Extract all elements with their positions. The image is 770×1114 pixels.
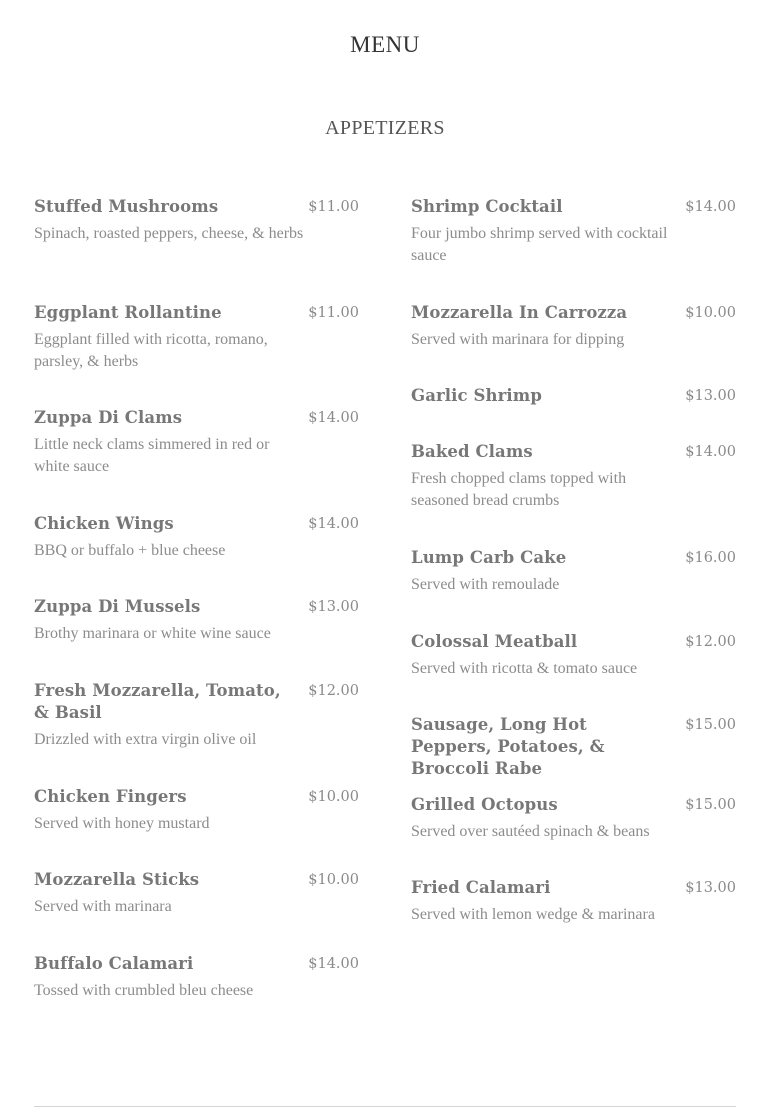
menu-item-name: Zuppa Di Clams xyxy=(34,408,183,427)
menu-item-price: $10.00 xyxy=(308,872,359,888)
menu-item-description: Fresh chopped clams topped with seasoned bread crumbs xyxy=(411,470,627,509)
menu-item-price: $15.00 xyxy=(685,717,736,733)
menu-item xyxy=(34,513,359,596)
menu-item-price: $14.00 xyxy=(685,444,736,460)
menu-item-name: Lump Carb Cake xyxy=(411,548,567,567)
menu-item-name: Shrimp Cocktail xyxy=(411,197,563,216)
menu-item-description: Spinach, roasted peppers, cheese, & herbs xyxy=(34,225,304,242)
menu-item xyxy=(411,794,736,877)
menu-item-description: Little neck clams simmered in red or white sauce xyxy=(34,436,270,475)
menu-item xyxy=(411,877,736,937)
menu-item-description: Served with lemon wedge & marinara xyxy=(411,906,655,923)
menu-item-name: Eggplant Rollantine xyxy=(34,303,222,322)
menu-item-name: Zuppa Di Mussels xyxy=(34,597,201,616)
menu-item-name: Grilled Octopus xyxy=(411,795,558,814)
menu-item xyxy=(411,441,736,547)
menu-item-name: Fried Calamari xyxy=(411,878,551,897)
menu-item-description: Served with marinara xyxy=(34,898,172,915)
menu-item xyxy=(411,385,736,441)
menu-item-description: Brothy marinara or white wine sauce xyxy=(34,625,271,642)
menu-item xyxy=(34,596,359,680)
menu-item-name: Mozzarella In Carrozza xyxy=(411,303,628,322)
left-menu-column xyxy=(34,196,359,1013)
menu-item-name: Stuffed Mushrooms xyxy=(34,197,219,216)
menu-item xyxy=(411,714,736,794)
menu-item xyxy=(34,302,359,407)
page-title: MENU xyxy=(350,32,420,57)
menu-item-description: Eggplant filled with ricotta, romano, parsley, & herbs xyxy=(34,331,268,370)
menu-item-price: $14.00 xyxy=(685,199,736,215)
menu-item xyxy=(411,196,736,302)
footer-divider xyxy=(34,1106,736,1107)
menu-item xyxy=(34,869,359,953)
menu-item-description: Drizzled with extra virgin olive oil xyxy=(34,731,257,748)
menu-item-price: $14.00 xyxy=(308,516,359,532)
menu-item-price: $16.00 xyxy=(685,550,736,566)
menu-item-description: Served with marinara for dipping xyxy=(411,331,625,348)
menu-item-description: Four jumbo shrimp served with cocktail sauce xyxy=(411,225,668,264)
menu-item-price: $10.00 xyxy=(685,305,736,321)
menu-item-name: Chicken Fingers xyxy=(34,787,187,806)
right-menu-column xyxy=(411,196,736,937)
menu-item-price: $14.00 xyxy=(308,410,359,426)
menu-item-description: BBQ or buffalo + blue cheese xyxy=(34,542,226,559)
menu-item-description: Served with honey mustard xyxy=(34,815,210,832)
menu-item xyxy=(411,547,736,631)
menu-item-description: Served with remoulade xyxy=(411,576,560,593)
menu-item xyxy=(411,302,736,385)
menu-item-price: $15.00 xyxy=(685,797,736,813)
menu-item xyxy=(34,953,359,1013)
section-title-appetizers: APPETIZERS xyxy=(325,117,445,139)
menu-item-price: $13.00 xyxy=(685,388,736,404)
menu-item xyxy=(34,680,359,786)
menu-item-price: $12.00 xyxy=(308,683,359,699)
menu-item-description: Tossed with crumbled bleu cheese xyxy=(34,982,254,999)
menu-item-name: Buffalo Calamari xyxy=(34,954,194,973)
menu-item-name: Baked Clams xyxy=(411,442,533,461)
menu-item-description: Served over sautéed spinach & beans xyxy=(411,823,650,840)
menu-item-price: $11.00 xyxy=(308,305,359,321)
menu-item-name: Chicken Wings xyxy=(34,514,174,533)
menu-item-name: Colossal Meatball xyxy=(411,632,578,651)
menu-item-price: $11.00 xyxy=(308,199,359,215)
menu-item xyxy=(34,786,359,869)
menu-item-name: Mozzarella Sticks xyxy=(34,870,200,889)
menu-item-description: Served with ricotta & tomato sauce xyxy=(411,660,638,677)
menu-item-name: Garlic Shrimp xyxy=(411,386,542,405)
menu-item xyxy=(411,631,736,714)
menu-item-price: $13.00 xyxy=(308,599,359,615)
menu-item-price: $12.00 xyxy=(685,634,736,650)
menu-item xyxy=(34,196,359,302)
menu-item-name: Sausage, Long Hot Peppers, Potatoes, & Broccoli Rabe xyxy=(411,715,605,778)
menu-item-price: $10.00 xyxy=(308,789,359,805)
menu-item xyxy=(34,407,359,513)
menu-item-price: $14.00 xyxy=(308,956,359,972)
menu-item-price: $13.00 xyxy=(685,880,736,896)
menu-item-name: Fresh Mozzarella, Tomato, & Basil xyxy=(34,681,281,722)
